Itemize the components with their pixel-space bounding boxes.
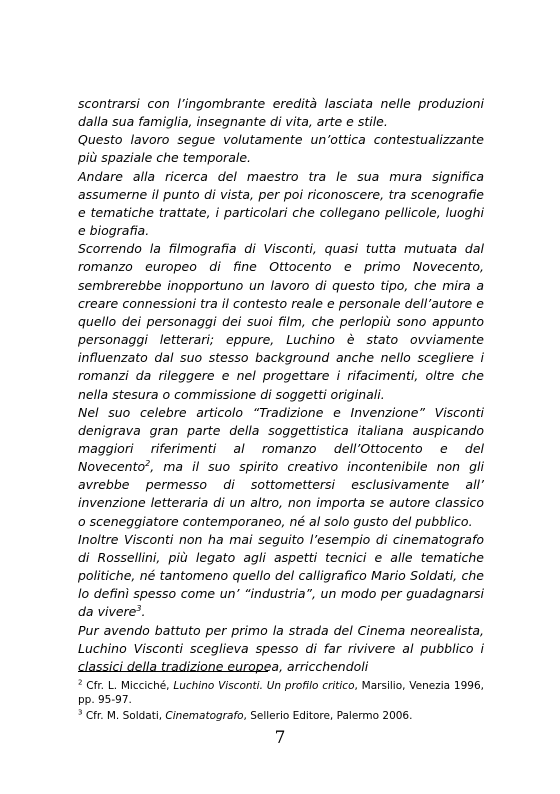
footnote-text: , Marsilio, Venezia 1996, pp. 95-97.	[78, 680, 484, 706]
paragraph-text: , ma il suo spirito creativo incontenibile non gli avrebbe permesso di sottomettersi esclusivamente all’ invenzione letteraria di un altro, non importa se autore classico o sceneggiatore contemporaneo, né al solo gusto del pubblico.	[78, 459, 484, 529]
footnote-title: Cinematografo	[165, 710, 244, 722]
footnote-ref[interactable]: 3	[136, 604, 142, 614]
paragraph-text: .	[141, 604, 146, 620]
footnote-number: 3	[78, 708, 83, 717]
body-text	[78, 95, 484, 676]
page-body	[78, 95, 484, 676]
footnote-text: Cfr. L. Micciché,	[86, 680, 174, 692]
paragraph: Questo lavoro segue volutamente un’ottica contestualizzante più spaziale che temporale.	[78, 132, 484, 166]
footnote-ref[interactable]: 2	[145, 458, 151, 468]
footnote-title: Luchino Visconti. Un profilo critico	[173, 680, 355, 692]
paragraph: scontrarsi con l’ingombrante eredità lasciata nelle produzioni dalla sua famiglia, insegnante di vita, arte e stile.	[78, 96, 484, 130]
paragraph: Scorrendo la filmografia di Visconti, quasi tutta mutuata dal romanzo europeo di fine Ottocento e primo Novecento, sembrerebbe inopportuno un lavoro di questo tipo, che mira a creare connessioni tra il contesto reale e personale dell’autore e quello dei personaggi dei suoi film, che perlopiù sono appunto personaggi letterari; eppure, Luchino è stato ovviamente influenzato dal suo stesso background anche nello scegliere i romanzi da rileggere e nel progettare i rifacimenti, oltre che nella stesura o commissione di soggetti originali.	[78, 241, 484, 402]
paragraph	[78, 531, 484, 622]
page-number: 7	[274, 728, 286, 748]
footnote-text: Cfr. M. Soldati,	[85, 710, 166, 722]
footnote-text: , Sellerio Editore, Palermo 2006.	[243, 710, 413, 722]
paragraph	[78, 404, 484, 531]
footnote	[78, 679, 484, 707]
footnote-number: 2	[78, 678, 83, 687]
footnote-divider	[78, 671, 268, 672]
footnote	[78, 709, 484, 723]
paragraph-text: Nel suo celebre articolo “Tradizione e Invenzione” Visconti denigrava gran parte della soggettistica italiana auspicando maggiori riferimenti al romanzo dell’Ottocento e del Novecento	[78, 404, 484, 475]
paragraph-text: Inoltre Visconti non ha mai seguito l’esempio di cinematografo di Rossellini, più legato agli aspetti tecnici e alle tematiche politiche, né tantomeno quello del calligrafico Mario Soldati, che lo definì spesso come un’ “industria”, un modo per guadagnarsi da vivere	[78, 531, 484, 620]
paragraph: Pur avendo battuto per primo la strada del Cinema neorealista, Luchino Visconti sceglieva spesso di far rivivere al pubblico i classici della tradizione europea, arricchendoli	[78, 622, 484, 674]
paragraph: Andare alla ricerca del maestro tra le sua mura significa assumerne il punto di vista, per poi riconoscere, tra scenografie e tematiche trattate, i particolari che collegano pellicole, luoghi e biografia.	[78, 168, 484, 239]
footnotes	[78, 679, 484, 725]
